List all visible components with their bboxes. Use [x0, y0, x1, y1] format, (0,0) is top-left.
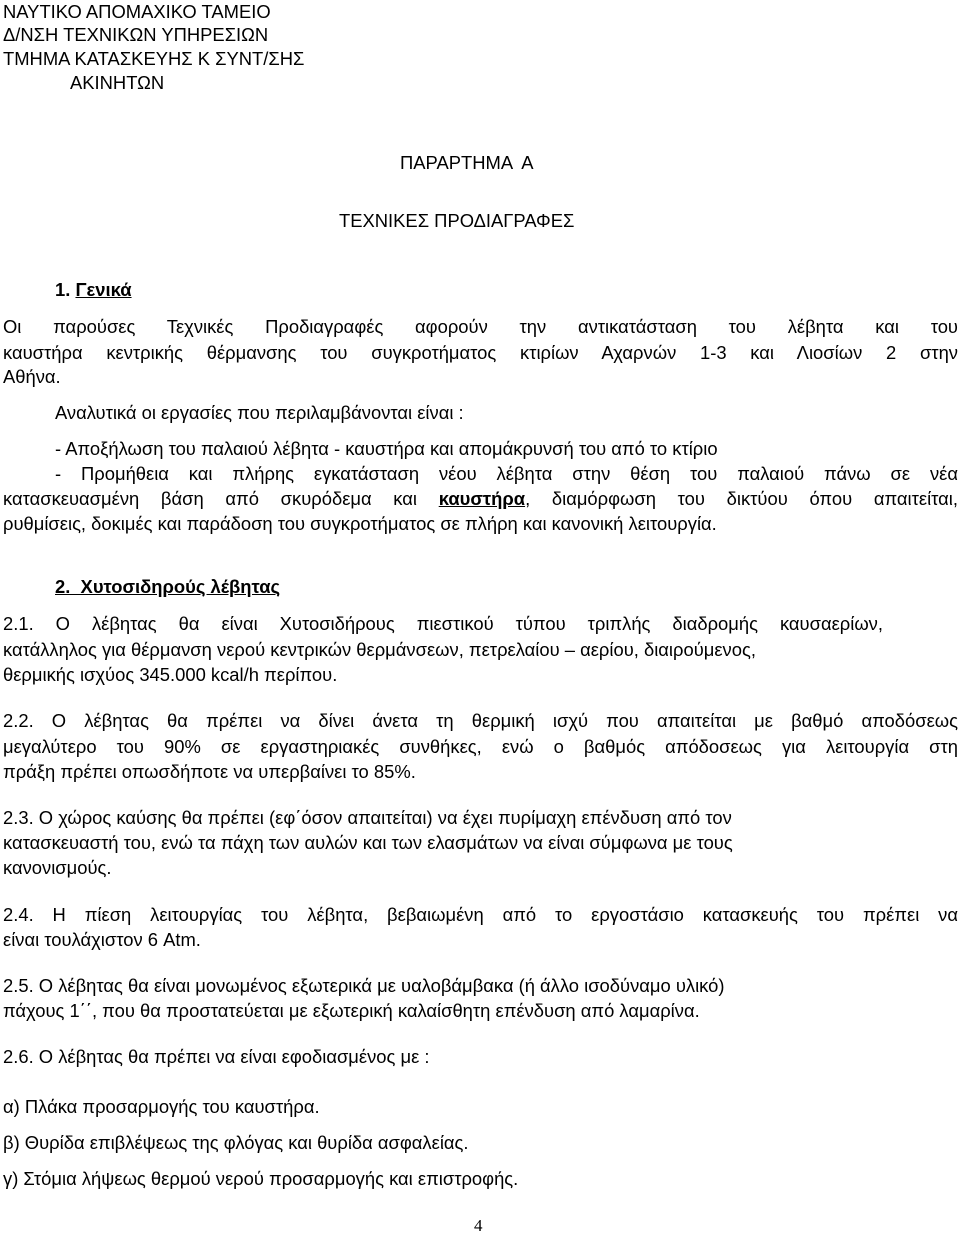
work-item-2-line1: - Προμήθεια και πλήρης εγκατάσταση νέου λέβητα στην θέση του παλαιού πάνω σε νέα — [55, 463, 958, 484]
works-intro: Αναλυτικά οι εργασίες που περιλαμβάνονται είναι : — [55, 402, 464, 423]
annex-label: ΠΑΡΑΡΤΗΜΑ Α — [400, 152, 534, 173]
work-item-1: - Αποξήλωση του παλαιού λέβητα - καυστήρα και απομάκρυνσή του από το κτίριο — [55, 438, 718, 459]
section1-intro-line1: Οι παρούσες Τεχνικές Προδιαγραφές αφορούν την αντικατάσταση του λέβητα και του — [3, 316, 958, 337]
p21-line3: θερμικής ισχύος 345.000 kcal/h περίπου. — [3, 664, 338, 685]
section2-heading: 2. Χυτοσιδηρούς λέβητας — [55, 576, 281, 597]
section1-intro-line2: καυστήρα κεντρικής θέρμανσης του συγκροτήματος κτιρίων Αχαρνών 1-3 και Λιοσίων 2 στην — [3, 342, 958, 363]
work-item-2-line3: ρυθμίσεις, δοκιμές και παράδοση του συγκροτήματος σε πλήρη και κανονική λειτουργία. — [3, 513, 717, 534]
list-item-c: γ) Στόμια λήψεως θερμού νερού προσαρμογής και επιστροφής. — [3, 1168, 519, 1189]
list-item-a: α) Πλάκα προσαρμογής του καυστήρα. — [3, 1096, 320, 1117]
work-item-2-line2 — [3, 490, 958, 508]
header-org: ΝΑΥΤΙΚΟ ΑΠΟΜΑΧΙΚΟ ΤΑΜΕΙΟ — [3, 1, 271, 22]
work-item-2-emphasis: καυστήρα — [438, 488, 526, 509]
p25-line1: 2.5. Ο λέβητας θα είναι μονωμένος εξωτερικά με υαλοβάμβακα (ή άλλο ισοδύναμο υλικό) — [3, 975, 725, 996]
p21-line2: κατάλληλος για θέρμανση νερού κεντρικών θερμάνσεων, πετρελαίου – αερίου, διαιρούμενος, — [3, 639, 756, 660]
p24-line1: 2.4. Η πίεση λειτουργίας του λέβητα, βεβαιωμένη από το εργοστάσιο κατασκευής του πρέπει να — [3, 904, 958, 925]
p23-line2: κατασκευαστή του, ενώ τα πάχη των αυλών και των ελασμάτων να είναι σύμφωνα με τους — [3, 832, 733, 853]
p22-line2: μεγαλύτερο του 90% σε εργαστηριακές συνθήκες, ενώ ο βαθμός απόδοσεως για λειτουργία στη — [3, 736, 958, 757]
p24-line2: είναι τουλάχιστον 6 Atm. — [3, 929, 201, 950]
document-title: ΤΕΧΝΙΚΕΣ ΠΡΟΔΙΑΓΡΑΦΕΣ — [339, 210, 575, 231]
section1-heading-text: Γενικά — [75, 279, 132, 300]
header-department-cont: ΑΚΙΝΗΤΩΝ — [70, 72, 165, 93]
p23-line1: 2.3. Ο χώρος καύσης θα πρέπει (εφ΄όσον απαιτείται) να έχει πυρίμαχη επένδυση από τον — [3, 807, 732, 828]
p25-line2: πάχους 1΄΄, που θα προστατεύεται με εξωτερική καλαίσθητη επένδυση από λαμαρίνα. — [3, 1000, 700, 1021]
section1-intro-line3: Αθήνα. — [3, 366, 61, 387]
p21-line1 — [3, 615, 883, 633]
header-directorate: Δ/ΝΣΗ ΤΕΧΝΙΚΩΝ ΥΠΗΡΕΣΙΩΝ — [3, 24, 269, 45]
p22-line1: 2.2. Ο λέβητας θα πρέπει να δίνει άνετα τη θερμική ισχύ που απαιτείται με βαθμό αποδόσεως — [3, 710, 958, 731]
work-item-2-line2-pre: κατασκευασμένη βάση από σκυρόδεμα και — [3, 488, 439, 509]
p23-line3: κανονισμούς. — [3, 857, 112, 878]
header-department: ΤΜΗΜΑ ΚΑΤΑΣΚΕΥΗΣ Κ ΣΥΝΤ/ΣΗΣ — [3, 48, 305, 69]
p21-line1-text: 2.1. Ο λέβητας θα είναι Χυτοσιδήρους πιεστικού τύπου τριπλής διαδρομής καυσαερίων, — [3, 613, 883, 634]
p22-line3: πράξη πρέπει οπωσδήποτε να υπερβαίνει το 85%. — [3, 761, 416, 782]
section1-heading-num: 1. — [55, 279, 71, 300]
page-number: 4 — [474, 1216, 483, 1235]
list-item-b: β) Θυρίδα επιβλέψεως της φλόγας και θυρίδα ασφαλείας. — [3, 1132, 469, 1153]
work-item-2-line2-post: , διαμόρφωση του δικτύου όπου απαιτείται, — [525, 488, 958, 509]
section1-heading — [55, 281, 132, 299]
p26-intro: 2.6. Ο λέβητας θα πρέπει να είναι εφοδιασμένος με : — [3, 1046, 430, 1067]
